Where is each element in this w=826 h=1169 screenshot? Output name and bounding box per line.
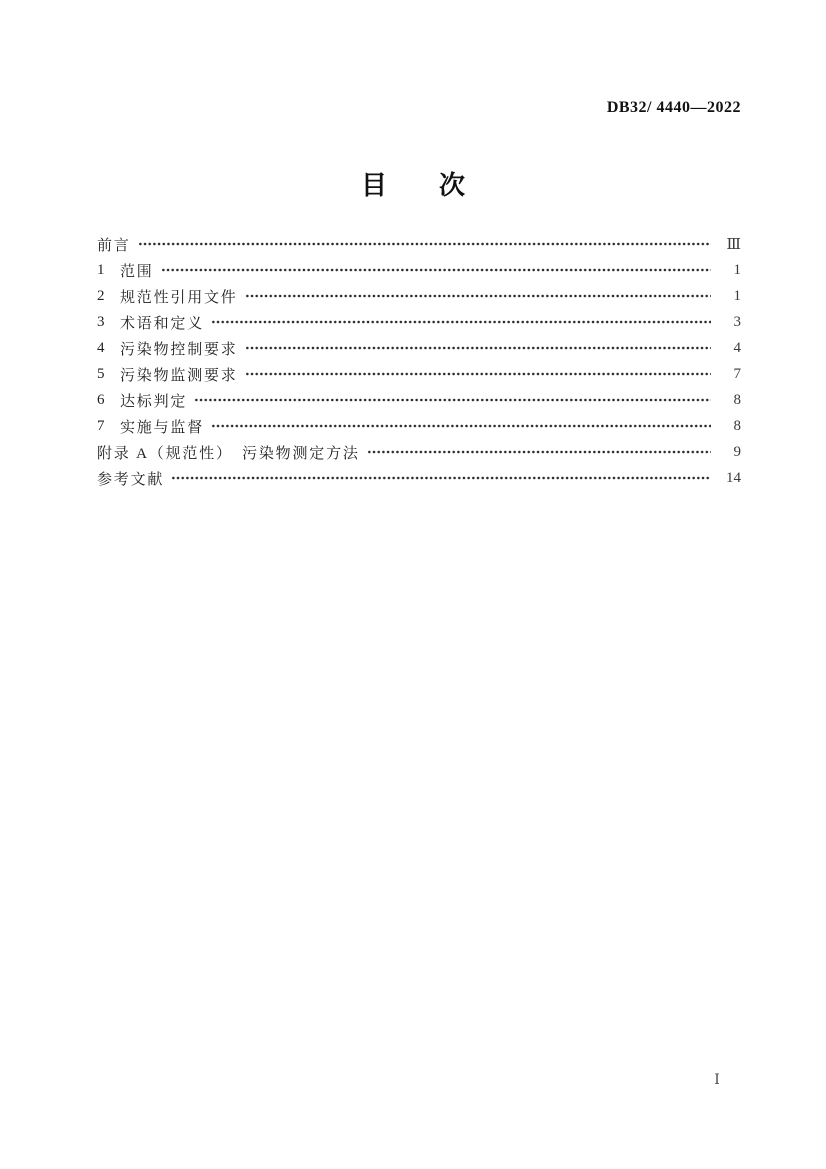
toc-entry-label: 污染物控制要求 (120, 341, 238, 358)
toc-entry-page: 9 (733, 443, 741, 460)
toc-entry-pollutant-monitoring-requirements[interactable] (97, 361, 741, 387)
toc-entry-references[interactable] (97, 465, 741, 491)
toc-entry-foreword[interactable] (97, 231, 741, 257)
toc-entry-page: 8 (733, 391, 741, 408)
toc-entry-number: 7 (97, 417, 105, 434)
toc-leader-dots (211, 309, 711, 335)
toc-entry-label: 范围 (120, 263, 154, 280)
toc-entry-number: 6 (97, 391, 105, 408)
toc-entry-number: 1 (97, 261, 105, 278)
toc-entry-label: 前言 (97, 237, 131, 254)
toc-entry-terms-definitions[interactable] (97, 309, 741, 335)
toc-leader-dots (138, 231, 711, 257)
toc-entry-page: Ⅲ (726, 236, 741, 253)
toc-leader-dots (245, 361, 711, 387)
page-title: 目 次 (360, 171, 465, 200)
toc-entry-label: 达标判定 (120, 393, 188, 410)
toc-entry-number: 4 (97, 339, 105, 356)
toc-entry-page: 8 (733, 417, 741, 434)
toc-entry-page: 1 (733, 287, 741, 304)
toc-entry-label: 实施与监督 (120, 419, 205, 436)
toc-leader-dots (245, 335, 711, 361)
footer-page-number: Ⅰ (714, 1073, 720, 1088)
toc-entry-page: 14 (726, 469, 741, 486)
toc-entry-scope[interactable] (97, 257, 741, 283)
toc-entry-implementation-supervision[interactable] (97, 413, 741, 439)
toc-entry-number: 5 (97, 365, 105, 382)
table-of-contents (97, 231, 741, 491)
toc-entry-label: 参考文献 (97, 471, 165, 488)
toc-entry-page: 7 (733, 365, 741, 382)
toc-entry-appendix-a[interactable] (97, 439, 741, 465)
toc-entry-compliance-determination[interactable] (97, 387, 741, 413)
toc-leader-dots (171, 465, 711, 491)
toc-leader-dots (161, 257, 711, 283)
toc-leader-dots (245, 283, 711, 309)
toc-entry-pollutant-control-requirements[interactable] (97, 335, 741, 361)
toc-leader-dots (367, 439, 711, 465)
toc-leader-dots (194, 387, 711, 413)
toc-entry-page: 1 (733, 261, 741, 278)
toc-entry-label: 污染物监测要求 (120, 367, 238, 384)
toc-leader-dots (211, 413, 711, 439)
toc-entry-page: 3 (733, 313, 741, 330)
toc-entry-label: 附录 A（规范性） 污染物测定方法 (97, 445, 360, 462)
standard-code-header: DB32/ 4440—2022 (606, 99, 741, 116)
toc-entry-number: 2 (97, 287, 105, 304)
toc-entry-page: 4 (733, 339, 741, 356)
toc-entry-label: 术语和定义 (120, 315, 205, 332)
toc-entry-number: 3 (97, 313, 105, 330)
toc-entry-label: 规范性引用文件 (120, 289, 238, 306)
toc-entry-normative-references[interactable] (97, 283, 741, 309)
